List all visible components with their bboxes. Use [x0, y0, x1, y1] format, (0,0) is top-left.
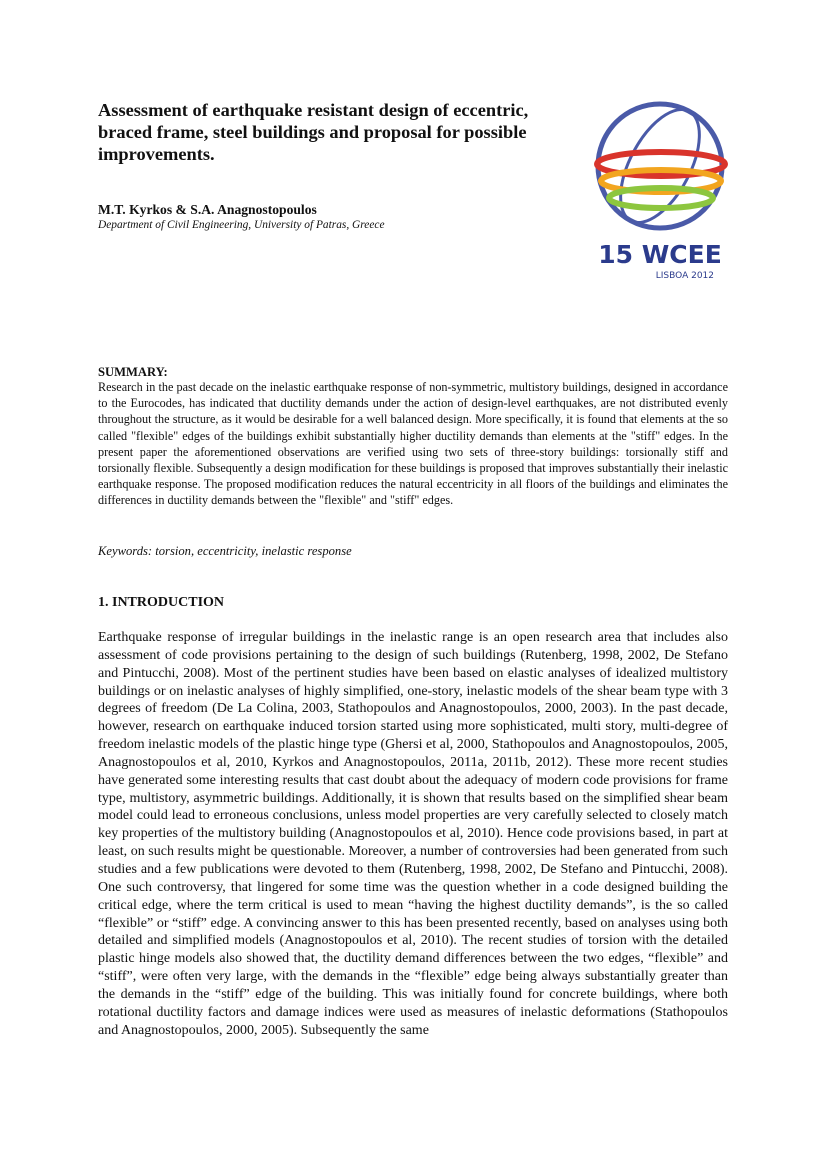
logo-main-text: 15 WCEE	[598, 240, 722, 269]
summary-heading: SUMMARY:	[98, 365, 168, 379]
keywords: Keywords: torsion, eccentricity, inelastic response	[98, 544, 352, 558]
wcee-logo	[588, 96, 734, 284]
section-heading-introduction: 1. INTRODUCTION	[98, 595, 225, 610]
paper-affiliation: Department of Civil Engineering, University of Patras, Greece	[98, 219, 385, 231]
logo-sub-text: LISBOA 2012	[655, 271, 714, 281]
paper-authors: M.T. Kyrkos & S.A. Anagnostopoulos	[98, 202, 317, 217]
introduction-body: Earthquake response of irregular buildings in the inelastic range is an open research area that includes also assessment of code provisions pertaining to the design of such buildings (Rutenberg, 1998, 2002, De Stefano and Pintucchi, 2008). Most of the pertinent studies have been based on elastic analyses of idealized multistory buildings or on inelastic analyses of highly simplified, one-story, inelastic models of the shear beam type with 3 degrees of freedom (De La Colina, 2003, Stathopoulos and Anagnostopoulos, 2000, 2003). In the past decade, however, research on earthquake induced torsion started using more sophisticated, multi story, multi-degree of freedom inelastic models of the plastic hinge type (Ghersi et al, 2000, Stathopoulos and Anagnostopoulos, 2005, Anagnostopoulos et al, 2010, Kyrkos and Anagnostopoulos, 2011a, 2011b, 2012). These more recent studies have generated some interesting results that cast doubt about the adequacy of modern code provisions for frame type, multistory, asymmetric buildings. Additionally, it is shown that results based on the simplified shear beam model could lead to erroneous conclusions, unless model properties are very carefully selected to closely match key properties of the multistory building (Anagnostopoulos et al, 2010). Hence code provisions based, in part at least, on such results might be questionable. Moreover, a number of controversies had been generated from such studies and a few publications were devoted to them (Rutenberg, 1998, 2002, De Stefano and Pintucchi, 2008). One such controversy, that lingered for some time was the question whether in a code designed building the critical edge, where the term critical is used to mean “having the highest ductility demands”, is the so called “flexible” or “stiff” edge. A convincing answer to this has been presented recently, based on analyses using both detailed and simplified models (Anagnostopoulos et al, 2010). The recent studies of torsion with the detailed plastic hinge models also showed that, the ductility demand differences between the two edges, “flexible” and “stiff”, were often very large, with the demands in the “flexible” edge being always substantially greater than the demands in the “stiff” edge of the building. This was initially found for concrete buildings, where both rotational ductility factors and damage indices were used as measures of inelastic deformations (Stathopoulos and Anagnostopoulos, 2000, 2005). Subsequently the same	[98, 630, 728, 1038]
summary-body: Research in the past decade on the inelastic earthquake response of non-symmetric, multistory buildings, designed in accordance to the Eurocodes, has indicated that ductility demands under the action of design-level earthquakes, are not distributed evenly throughout the structure, as it would be desirable for a well balanced design. More specifically, it is found that elements at the so called "flexible" edges of the buildings exhibit substantially higher ductility demands than elements at the "stiff" edges. In the present paper the aforementioned observations are verified using two sets of three-story buildings: torsionally stiff and torsionally flexible. Subsequently a design modification for these buildings is proposed that improves substantially their inelastic earthquake response. The proposed modification reduces the natural eccentricity in all floors of the buildings and eliminates the differences in ductility demands between the "flexible" and "stiff" edges.	[98, 380, 728, 508]
paper-title: Assessment of earthquake resistant design of eccentric, braced frame, steel buildings and proposal for possible improvements.	[98, 100, 529, 164]
globe-graphic	[597, 97, 725, 235]
